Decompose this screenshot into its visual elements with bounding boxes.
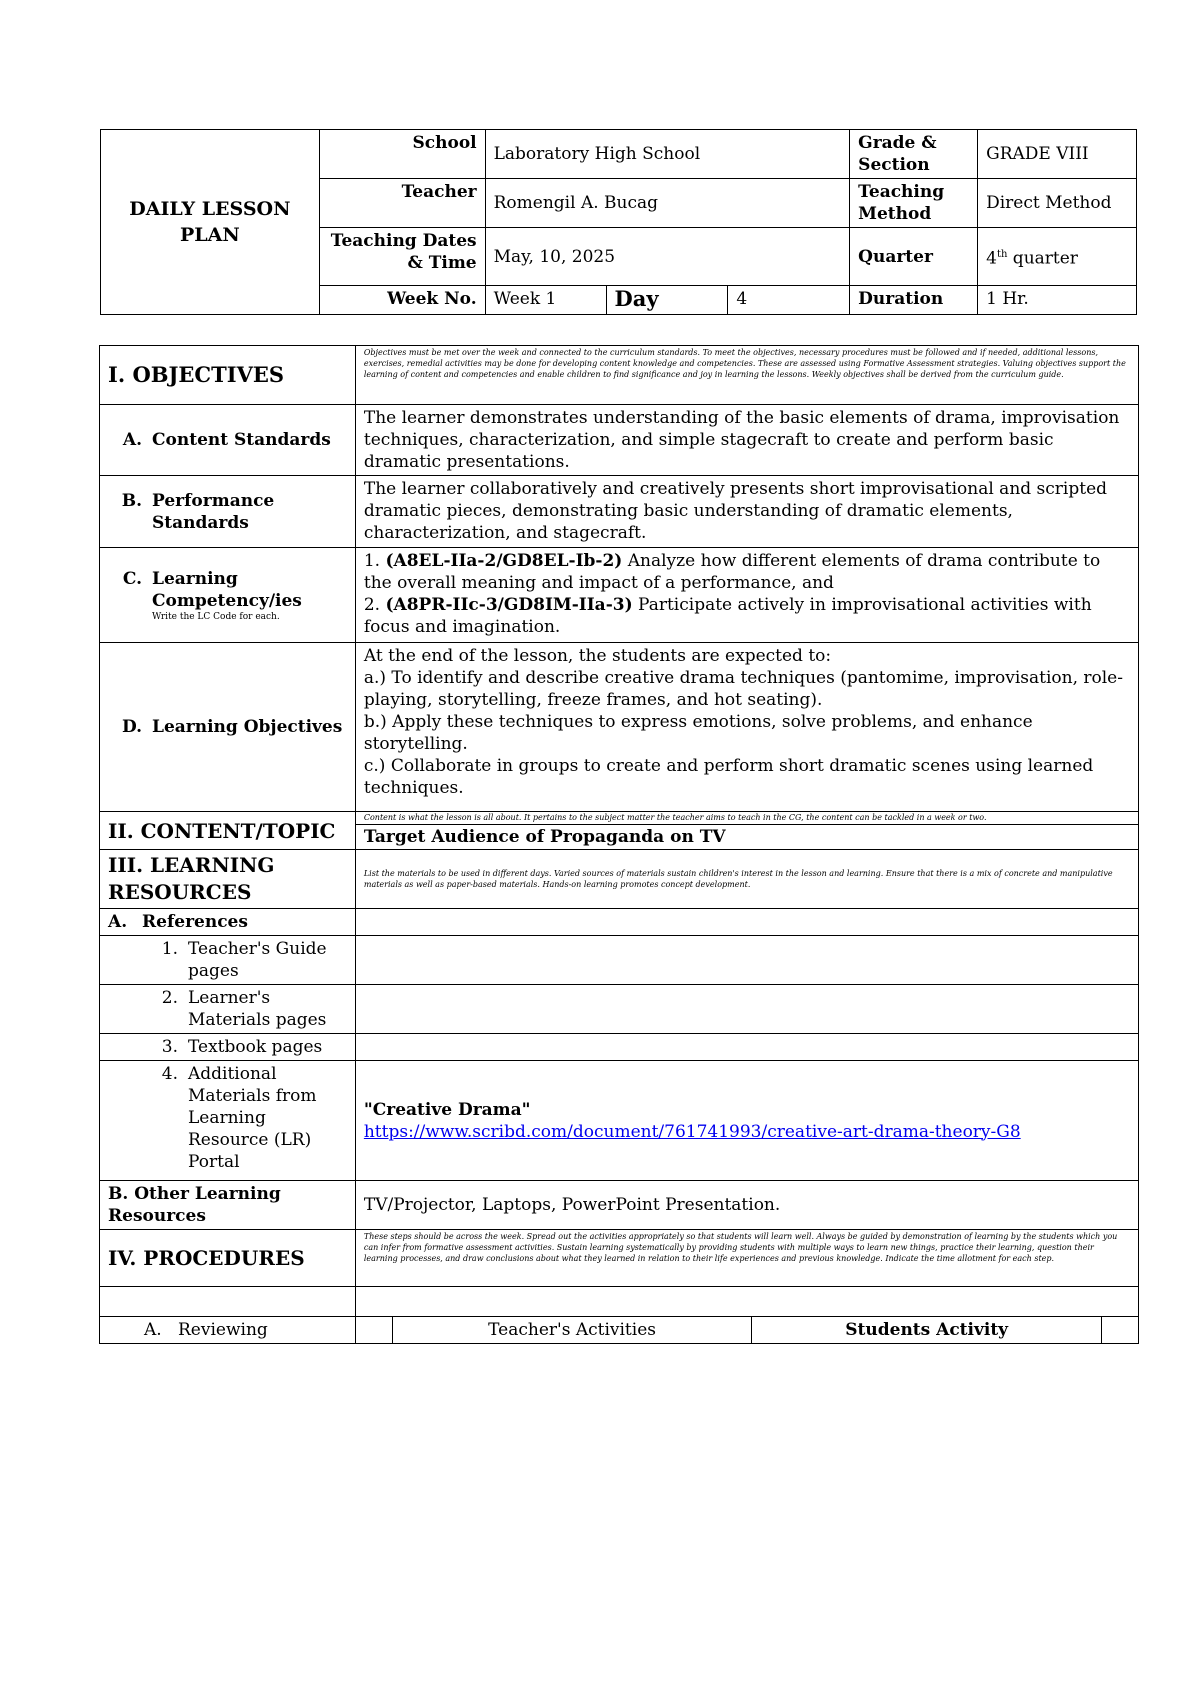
teacher-activities-header: Teacher's Activities bbox=[392, 1317, 751, 1343]
objectives-note: Objectives must be met over the week and connected to the curriculum standards. To meet the objectives, necessary procedures must be followed and if needed, additional lessons, exercises, remedial activities may be done for developing content knowledge and competencies. These are assessed using Formative Assessment strategies. Valuing objectives support the learning of content and competencies and enable children to find significance and joy in learning the lessons. Weekly objectives shall be derived from the curriculum guide. bbox=[355, 346, 1138, 405]
additional-title: "Creative Drama" bbox=[363, 1099, 531, 1120]
competency-value bbox=[355, 548, 1138, 643]
week-value: Week 1 bbox=[485, 286, 606, 315]
teacher-value: Romengil A. Bucag bbox=[485, 179, 850, 228]
content-note: Content is what the lesson is all about. It pertains to the subject matter the teacher aims to teach in the CG, the content can be tackled in a week or two. bbox=[356, 812, 1138, 825]
teachers-guide-label: 1. Teacher's Guide pages bbox=[100, 936, 356, 985]
procedures-blank-right bbox=[355, 1287, 1138, 1317]
performance-standards-label: B. Performance Standards bbox=[100, 476, 356, 548]
textbook-value bbox=[355, 1034, 1138, 1061]
day-value: 4 bbox=[728, 286, 850, 315]
content-standards-value: The learner demonstrates understanding of the basic elements of drama, improvisation techniques, characterization, and simple stagecraft to create and perform basic dramatic presentations. bbox=[355, 405, 1138, 476]
activities-spacer bbox=[356, 1317, 393, 1343]
method-value: Direct Method bbox=[978, 179, 1137, 228]
school-value: Laboratory High School bbox=[485, 130, 850, 179]
duration-label: Duration bbox=[850, 286, 978, 315]
content-topic: Target Audience of Propaganda on TV bbox=[363, 827, 726, 847]
plan-title: DAILY LESSON PLAN bbox=[101, 130, 320, 315]
additional-materials-label: 4. Additional Materials from Learning Resource (LR) Portal bbox=[100, 1061, 356, 1181]
learning-objectives-label: D. Learning Objectives bbox=[100, 643, 356, 812]
dates-label: Teaching Dates & Time bbox=[319, 228, 485, 286]
lo-intro: At the end of the lesson, the students are expected to: bbox=[363, 646, 832, 666]
learners-materials-label: 2. Learner's Materials pages bbox=[100, 985, 356, 1034]
header-table bbox=[100, 129, 1137, 315]
students-activity-header: Students Activity bbox=[752, 1317, 1102, 1343]
main-table bbox=[99, 345, 1139, 1344]
resources-heading: III. LEARNING RESOURCES bbox=[100, 850, 356, 909]
content-cell bbox=[355, 812, 1138, 850]
grade-label: Grade & Section bbox=[850, 130, 978, 179]
quarter-value: 4th quarter bbox=[978, 228, 1137, 286]
learners-materials-value bbox=[355, 985, 1138, 1034]
resources-note: List the materials to be used in different days. Varied sources of materials sustain children's interest in the lesson and learning. Ensure that there is a mix of concrete and manipulative materials as well as paper-based materials. Hands-on learning promotes concept development. bbox=[355, 850, 1138, 909]
procedures-heading: IV. PROCEDURES bbox=[100, 1230, 356, 1287]
competency-2: 2. (A8PR-IIc-3/GD8IM-IIa-3) Participate actively in improvisational activities with focus and imagination. bbox=[363, 595, 1092, 637]
additional-materials-value bbox=[355, 1061, 1138, 1181]
performance-standards-value: The learner collaboratively and creatively presents short improvisational and scripted dramatic pieces, demonstrating basic understanding of dramatic elements, characterization, and stagecraft. bbox=[355, 476, 1138, 548]
teacher-label: Teacher bbox=[319, 179, 485, 228]
learning-objectives-value bbox=[355, 643, 1138, 812]
competency-label: C. Learning Competency/ies Write the LC Code for each. bbox=[100, 548, 356, 643]
references-label: A. References bbox=[100, 909, 356, 936]
procedures-blank-left bbox=[100, 1287, 356, 1317]
lo-c: c.) Collaborate in groups to create and perform short dramatic scenes using learned techniques. bbox=[363, 756, 1094, 798]
procedures-note: These steps should be across the week. Spread out the activities appropriately so that students will learn well. Always be guided by demonstration of learning by the students which you can infer from formative assessment activities. Sustain learning systematically by providing students with multiple ways to learn new things, practice their learning, question their learning processes, and draw conclusions about what they learned in relation to their life experiences and previous knowledge. Indicate the time allotment for each step. bbox=[355, 1230, 1138, 1287]
activities-spacer-right bbox=[1102, 1317, 1139, 1343]
objectives-heading: I. OBJECTIVES bbox=[100, 346, 356, 405]
activities-header bbox=[356, 1317, 1138, 1343]
lo-a: a.) To identify and describe creative drama techniques (pantomime, improvisation, role-playing, storytelling, freeze frames, and hot seating). bbox=[363, 668, 1123, 710]
content-standards-label: A. Content Standards bbox=[100, 405, 356, 476]
method-label: Teaching Method bbox=[850, 179, 978, 228]
reviewing-label: A. Reviewing bbox=[100, 1317, 356, 1344]
competency-1: 1. (A8EL-IIa-2/GD8EL-Ib-2) Analyze how different elements of drama contribute to the overall meaning and impact of a performance, and bbox=[363, 551, 1101, 593]
activities-cell bbox=[355, 1317, 1138, 1344]
other-resources-value: TV/Projector, Laptops, PowerPoint Presentation. bbox=[355, 1181, 1138, 1230]
additional-link[interactable]: https://www.scribd.com/document/761741993/creative-art-drama-theory-G8 bbox=[363, 1121, 1021, 1142]
grade-value: GRADE VIII bbox=[978, 130, 1137, 179]
references-value bbox=[355, 909, 1138, 936]
teachers-guide-value bbox=[355, 936, 1138, 985]
quarter-label: Quarter bbox=[850, 228, 978, 286]
duration-value: 1 Hr. bbox=[978, 286, 1137, 315]
competency-note: Write the LC Code for each. bbox=[152, 611, 280, 622]
school-label: School bbox=[319, 130, 485, 179]
lo-b: b.) Apply these techniques to express emotions, solve problems, and enhance storytelling. bbox=[363, 712, 1033, 754]
textbook-label: 3. Textbook pages bbox=[100, 1034, 356, 1061]
day-label: Day bbox=[606, 286, 728, 315]
content-heading: II. CONTENT/TOPIC bbox=[100, 812, 356, 850]
other-resources-label: B. Other Learning Resources bbox=[100, 1181, 356, 1230]
dates-value: May, 10, 2025 bbox=[485, 228, 850, 286]
week-label: Week No. bbox=[319, 286, 485, 315]
